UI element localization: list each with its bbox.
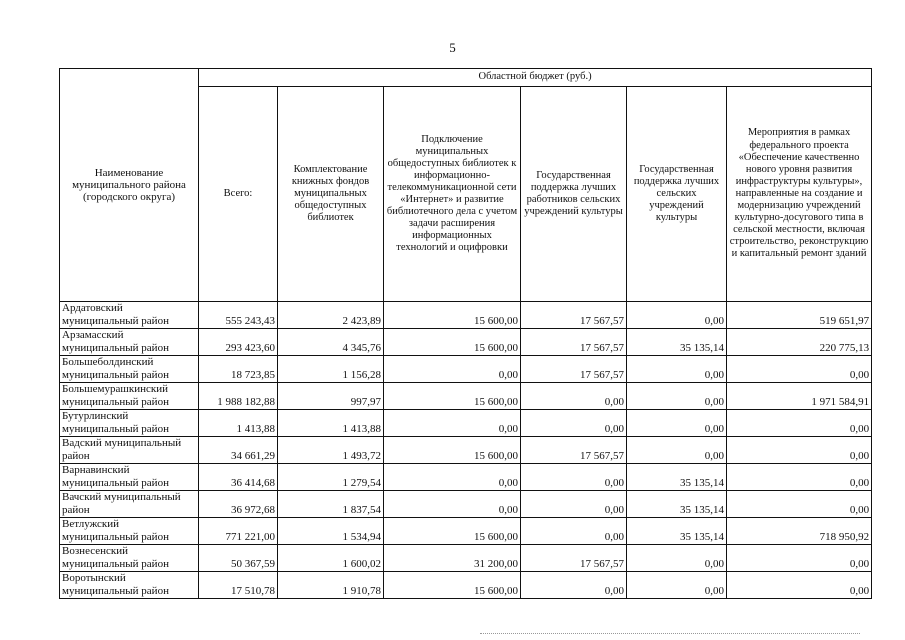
value-total: 771 221,00 [199,518,278,545]
group-header-regional-budget: Областной бюджет (руб.) [199,69,872,87]
table-row [60,437,872,464]
value-book-funds: 4 345,76 [278,329,384,356]
value-best-workers: 0,00 [521,464,627,491]
value-total: 293 423,60 [199,329,278,356]
table-row [60,356,872,383]
column-header-district: Наименование муниципального района (городского округа) [60,69,199,302]
value-best-workers: 17 567,57 [521,329,627,356]
value-best-institutions: 0,00 [627,383,727,410]
table-row [60,383,872,410]
value-best-institutions: 0,00 [627,410,727,437]
table-row [60,329,872,356]
value-best-workers: 17 567,57 [521,356,627,383]
column-header-total: Всего: [199,87,278,302]
district-name: Вачский муниципальный район [60,491,199,518]
value-internet-libraries: 15 600,00 [384,383,521,410]
district-name: Ардатовский муниципальный район [60,302,199,329]
value-federal-project: 0,00 [727,464,872,491]
value-book-funds: 1 156,28 [278,356,384,383]
value-best-workers: 17 567,57 [521,302,627,329]
value-total: 50 367,59 [199,545,278,572]
value-internet-libraries: 0,00 [384,491,521,518]
value-internet-libraries: 15 600,00 [384,329,521,356]
value-book-funds: 1 910,78 [278,572,384,599]
budget-table [59,68,872,599]
value-best-institutions: 0,00 [627,437,727,464]
value-total: 1 413,88 [199,410,278,437]
column-header-best-institutions: Государственная поддержка лучших сельских учреждений культуры [627,87,727,302]
value-federal-project: 0,00 [727,545,872,572]
value-internet-libraries: 15 600,00 [384,302,521,329]
district-name: Арзамасский муниципальный район [60,329,199,356]
value-internet-libraries: 31 200,00 [384,545,521,572]
table-row [60,518,872,545]
value-internet-libraries: 15 600,00 [384,572,521,599]
value-internet-libraries: 0,00 [384,356,521,383]
value-federal-project: 718 950,92 [727,518,872,545]
district-name: Вадский муниципальный район [60,437,199,464]
district-name: Бутурлинский муниципальный район [60,410,199,437]
value-best-institutions: 0,00 [627,302,727,329]
value-total: 17 510,78 [199,572,278,599]
value-total: 36 414,68 [199,464,278,491]
district-name: Ветлужский муниципальный район [60,518,199,545]
value-book-funds: 1 600,02 [278,545,384,572]
district-name: Большемурашкинский муниципальный район [60,383,199,410]
column-header-book-funds: Комплектование книжных фондов муниципальных общедоступных библиотек [278,87,384,302]
value-best-workers: 0,00 [521,572,627,599]
value-book-funds: 1 413,88 [278,410,384,437]
value-internet-libraries: 15 600,00 [384,518,521,545]
value-federal-project: 0,00 [727,410,872,437]
value-best-workers: 0,00 [521,518,627,545]
column-header-internet-libraries: Подключение муниципальных общедоступных библиотек к информационно-телекоммуникационной сети «Интернет» и развитие библиотечного дела с учетом задачи расширения информационных технологий и оцифровки [384,87,521,302]
value-book-funds: 1 279,54 [278,464,384,491]
page-number: 5 [449,40,456,55]
value-best-workers: 17 567,57 [521,437,627,464]
value-best-institutions: 0,00 [627,545,727,572]
table-row [60,491,872,518]
table-row [60,572,872,599]
table-row [60,302,872,329]
value-federal-project: 0,00 [727,491,872,518]
scan-artifact-line [480,633,860,636]
value-book-funds: 1 493,72 [278,437,384,464]
value-best-workers: 0,00 [521,491,627,518]
value-federal-project: 0,00 [727,356,872,383]
value-total: 34 661,29 [199,437,278,464]
value-total: 555 243,43 [199,302,278,329]
value-federal-project: 220 775,13 [727,329,872,356]
table-row [60,410,872,437]
value-book-funds: 1 534,94 [278,518,384,545]
value-best-institutions: 35 135,14 [627,464,727,491]
value-best-institutions: 35 135,14 [627,518,727,545]
district-name: Большеболдинский муниципальный район [60,356,199,383]
district-name: Варнавинский муниципальный район [60,464,199,491]
value-best-institutions: 0,00 [627,356,727,383]
column-header-best-workers: Государственная поддержка лучших работников сельских учреждений культуры [521,87,627,302]
column-header-federal-project: Мероприятия в рамках федерального проекта «Обеспечение качественно нового уровня развития инфраструктуры культуры», направленные на создание и модернизацию учреждений культурно-досугового типа в сельской местности, включая строительство, реконструкцию и капитальный ремонт зданий [727,87,872,302]
value-internet-libraries: 0,00 [384,410,521,437]
table-row [60,545,872,572]
value-book-funds: 997,97 [278,383,384,410]
value-book-funds: 1 837,54 [278,491,384,518]
district-name: Вознесенский муниципальный район [60,545,199,572]
value-total: 36 972,68 [199,491,278,518]
value-best-workers: 0,00 [521,410,627,437]
value-federal-project: 1 971 584,91 [727,383,872,410]
district-name: Воротынский муниципальный район [60,572,199,599]
value-best-workers: 0,00 [521,383,627,410]
value-best-institutions: 35 135,14 [627,491,727,518]
table-row [60,464,872,491]
value-best-institutions: 35 135,14 [627,329,727,356]
value-internet-libraries: 15 600,00 [384,437,521,464]
value-federal-project: 519 651,97 [727,302,872,329]
value-federal-project: 0,00 [727,437,872,464]
value-best-workers: 17 567,57 [521,545,627,572]
value-federal-project: 0,00 [727,572,872,599]
value-total: 18 723,85 [199,356,278,383]
value-best-institutions: 0,00 [627,572,727,599]
value-internet-libraries: 0,00 [384,464,521,491]
value-book-funds: 2 423,89 [278,302,384,329]
value-total: 1 988 182,88 [199,383,278,410]
